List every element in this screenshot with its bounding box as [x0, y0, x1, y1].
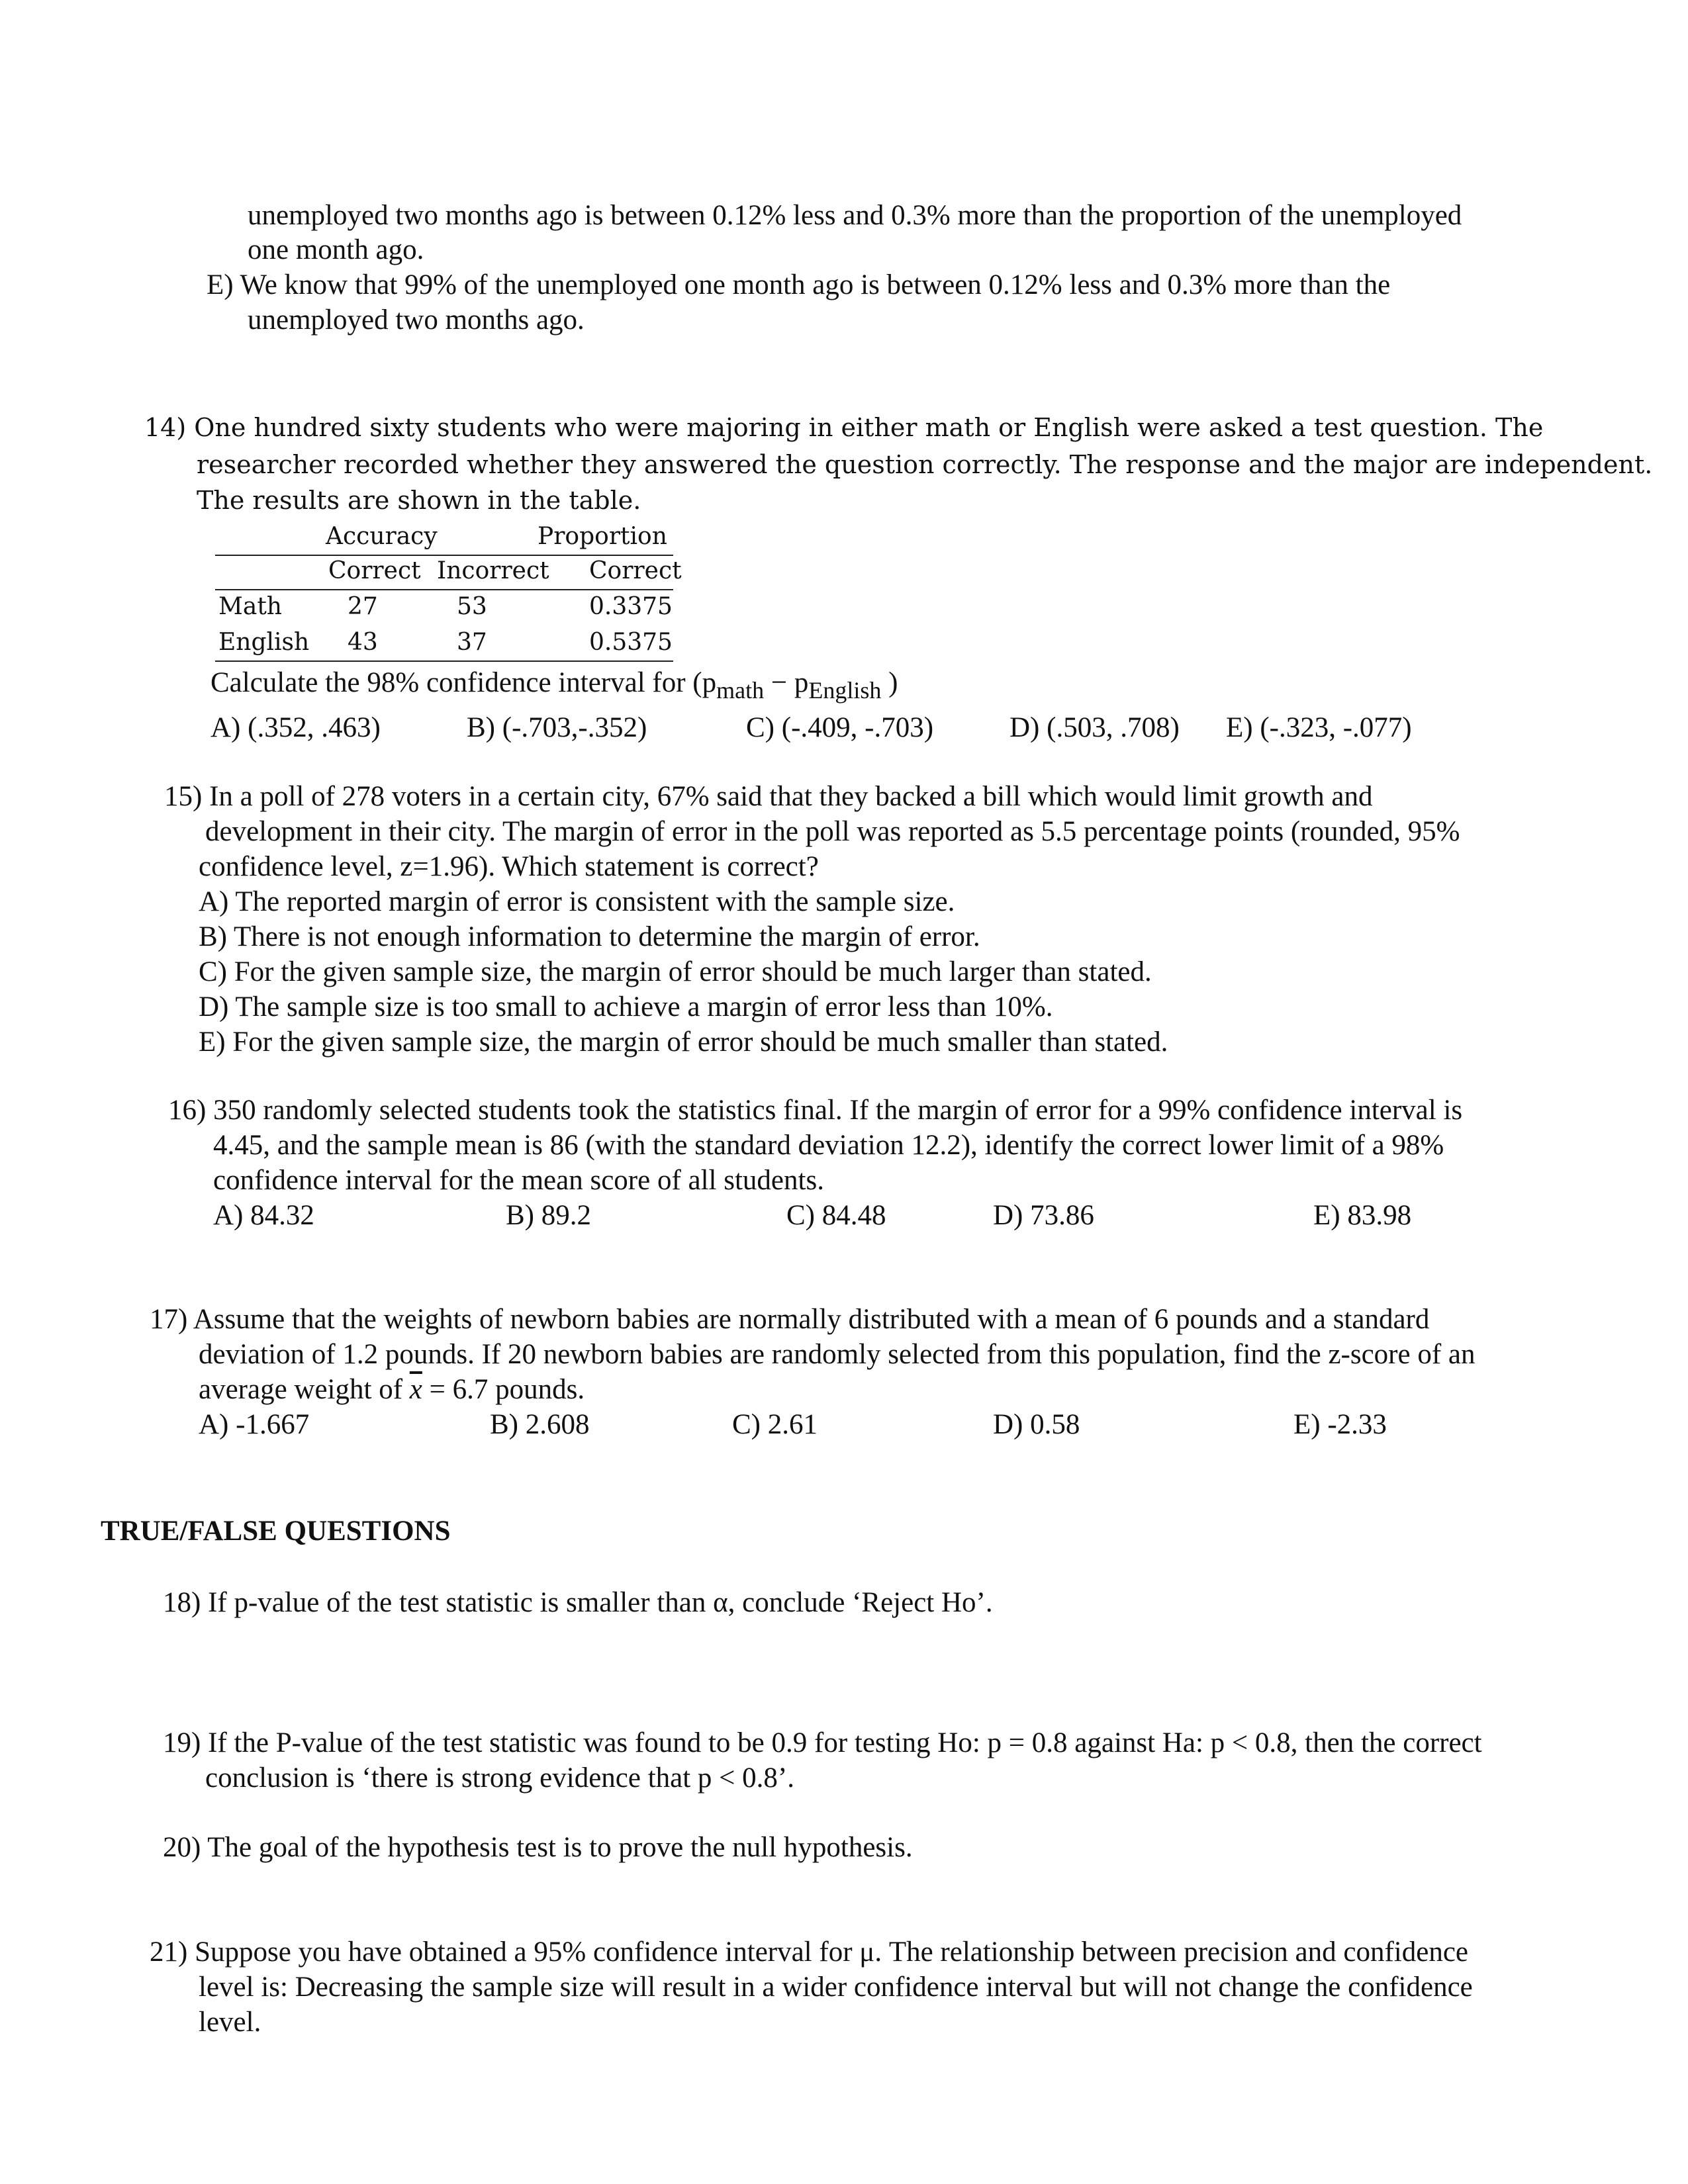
q14-option-d: D) (.503, .708)	[1009, 712, 1180, 743]
q15-option-c: C) For the given sample size, the margin of error should be much larger than stated.	[199, 956, 1152, 987]
section-heading-true-false: TRUE/FALSE QUESTIONS	[101, 1516, 451, 1547]
q15-text-line1: 15) In a poll of 278 voters in a certain city, 67% said that they backed a bill which would limit growth and	[164, 781, 1373, 812]
q16-text-line2: 4.45, and the sample mean is 86 (with the standard deviation 12.2), identify the correct lower limit of a 98%	[213, 1130, 1444, 1161]
q17-option-d: D) 0.58	[993, 1409, 1080, 1440]
q19-text-line1: 19) If the P-value of the test statistic was found to be 0.9 for testing Ho: p = 0.8 against Ha: p < 0.8, then the correct	[163, 1727, 1482, 1758]
q14-option-a: A) (.352, .463)	[211, 712, 381, 743]
q14-option-e: E) (-.323, -.077)	[1226, 712, 1412, 743]
q17-option-c: C) 2.61	[732, 1409, 818, 1440]
table-cell: 53	[457, 593, 487, 620]
q13-text-line2: one month ago.	[248, 234, 424, 265]
table-cell: 43	[348, 629, 378, 656]
table-row-label: Math	[218, 593, 282, 620]
q21-text-line2: level is: Decreasing the sample size will result in a wider confidence interval but will not change the confidence	[199, 1972, 1473, 2003]
q17-option-a: A) -1.667	[199, 1409, 310, 1440]
q17-option-e: E) -2.33	[1293, 1409, 1387, 1440]
q14-prompt: Calculate the 98% confidence interval for ($p_{math} - p_{English}$ )	[211, 667, 898, 704]
q13-text-line1: unemployed two months ago is between 0.12% less and 0.3% more than the proportion of the unemployed	[248, 200, 1462, 231]
table-group-proportion: Proportion	[538, 523, 667, 550]
q13-option-e-line2: unemployed two months ago.	[248, 304, 585, 336]
q17-text-line2: deviation of 1.2 pounds. If 20 newborn babies are randomly selected from this population, find the z-score of an	[199, 1339, 1476, 1370]
q15-text-line2: development in their city. The margin of error in the poll was reported as 5.5 percentage points (rounded, 95%	[205, 816, 1460, 847]
q19-text-line2: conclusion is ‘there is strong evidence that p < 0.8’.	[205, 1762, 795, 1794]
table-cell: 27	[348, 593, 378, 620]
q16-text-line3: confidence interval for the mean score of all students.	[213, 1165, 824, 1196]
q16-option-a: A) 84.32	[213, 1200, 314, 1231]
q17-text-line1: 17) Assume that the weights of newborn babies are normally distributed with a mean of 6 pounds and a standard	[150, 1304, 1430, 1335]
q15-option-d: D) The sample size is too small to achieve a margin of error less than 10%.	[199, 991, 1053, 1023]
table-cell: 0.3375	[589, 593, 673, 620]
table-col-incorrect: Incorrect	[437, 557, 549, 584]
q15-option-a: A) The reported margin of error is consistent with the sample size.	[199, 886, 955, 917]
table-cell: 37	[457, 629, 487, 656]
table-group-accuracy: Accuracy	[326, 523, 438, 550]
q14-option-c: C) (-.409, -.703)	[746, 712, 934, 743]
q15-option-b: B) There is not enough information to determine the margin of error.	[199, 921, 980, 952]
q16-text-line1: 16) 350 randomly selected students took the statistics final. If the margin of error for a 99% confidence interval is	[168, 1095, 1463, 1126]
table-top-rule	[215, 555, 673, 556]
q15-option-e: E) For the given sample size, the margin of error should be much smaller than stated.	[199, 1026, 1168, 1058]
q16-option-d: D) 73.86	[993, 1200, 1094, 1231]
q14-text-line2: researcher recorded whether they answered the question correctly. The response and the major are independent.	[197, 450, 1653, 479]
q21-text-line1: 21) Suppose you have obtained a 95% confidence interval for μ. The relationship between precision and confidence	[150, 1936, 1469, 1968]
q15-text-line3: confidence level, z=1.96). Which statement is correct?	[199, 851, 819, 882]
q14-option-b: B) (-.703,-.352)	[467, 712, 647, 743]
table-cell: 0.5375	[589, 629, 673, 656]
q14-text-line1: 14) One hundred sixty students who were majoring in either math or English were asked a test question. The	[144, 413, 1544, 442]
q16-option-b: B) 89.2	[506, 1200, 591, 1231]
table-bottom-rule	[215, 660, 673, 662]
q17-option-b: B) 2.608	[490, 1409, 590, 1440]
q20-text: 20) The goal of the hypothesis test is to prove the null hypothesis.	[163, 1832, 913, 1863]
q16-option-c: C) 84.48	[786, 1200, 886, 1231]
q17-text-line3: average weight of $\overline{x} = 6.7$ pounds.	[199, 1374, 585, 1405]
q21-text-line3: level.	[199, 2007, 261, 2038]
table-col-proportion-correct: Correct	[589, 557, 682, 584]
q18-text: 18) If p-value of the test statistic is smaller than α, conclude ‘Reject Ho’.	[163, 1587, 993, 1618]
q13-option-e-line1: E) We know that 99% of the unemployed one month ago is between 0.12% less and 0.3% more than the	[207, 269, 1391, 300]
table-col-correct: Correct	[328, 557, 421, 584]
q16-option-e: E) 83.98	[1313, 1200, 1412, 1231]
q14-text-line3: The results are shown in the table.	[197, 486, 641, 515]
x-bar-symbol: $\overline{x}$	[409, 1374, 422, 1405]
table-row-label: English	[218, 629, 310, 656]
table-header-rule	[215, 589, 673, 590]
